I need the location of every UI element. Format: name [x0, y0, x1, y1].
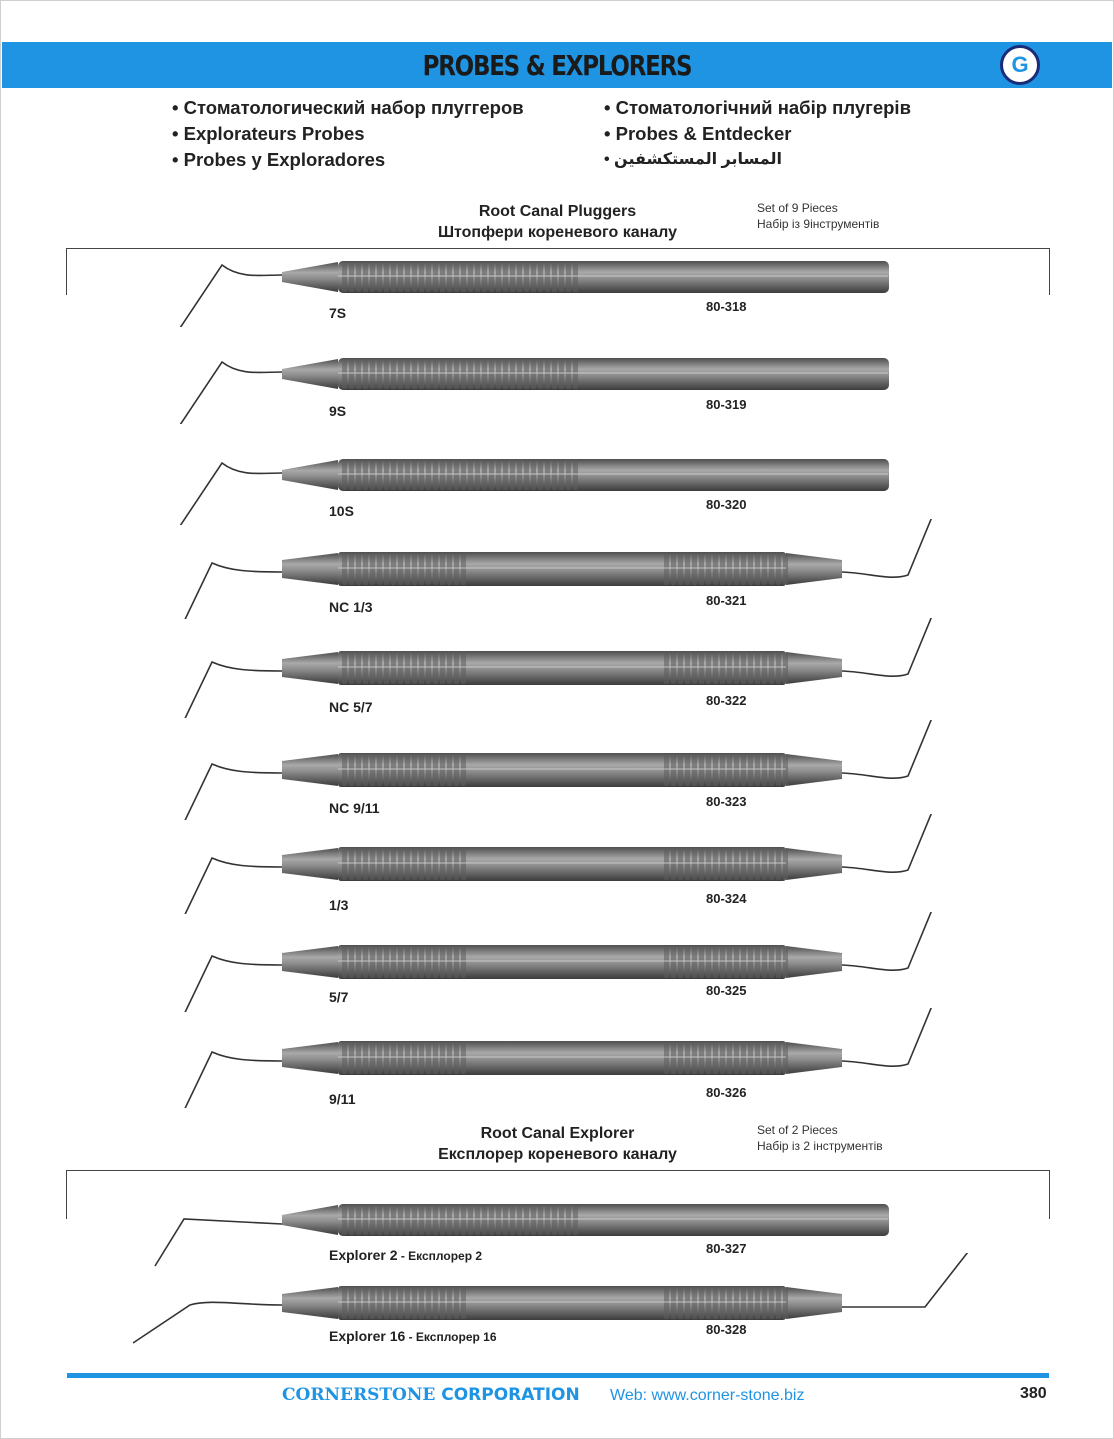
instrument-80-321: [0, 519, 1114, 619]
instrument-label: [329, 699, 373, 715]
subtitle-item: • Probes & Entdecker: [604, 123, 792, 144]
section-title-explorer: [400, 1123, 715, 1165]
page-title: PROBES & EXPLORERS: [422, 49, 692, 82]
instrument-name: 9S: [329, 403, 347, 419]
set-note-uk: Набір із 2 інструментів: [757, 1139, 883, 1153]
catalog-code: 80-327: [706, 1241, 747, 1256]
set-note-en: Set of 2 Pieces: [757, 1123, 838, 1137]
instrument-name: NC 9/11: [329, 800, 380, 816]
instrument-label: [329, 989, 348, 1005]
instrument-80-325: [0, 912, 1114, 1012]
catalog-code: 80-328: [706, 1322, 747, 1337]
instrument-name: NC 1/3: [329, 599, 373, 615]
catalog-code: 80-323: [706, 794, 747, 809]
instrument-80-319: [0, 324, 1114, 424]
instrument-80-328: [0, 1253, 1114, 1353]
instrument-drawing: [0, 324, 1114, 424]
instrument-80-322: [0, 618, 1114, 718]
catalog-code: 80-319: [706, 397, 747, 412]
instrument-name: 9/11: [329, 1091, 356, 1107]
working-tip: [162, 463, 282, 525]
subtitle-item: • Стоматологічний набір плугерів: [604, 97, 911, 118]
subtitle-list-right: [604, 95, 911, 173]
instrument-label: [329, 1091, 355, 1107]
set-note-uk: Набір із 9інструментів: [757, 217, 880, 231]
instrument-name: 5/7: [329, 989, 349, 1005]
instrument-drawing: [0, 1253, 1114, 1353]
instrument-drawing: [0, 1008, 1114, 1108]
instrument-label: [329, 305, 346, 321]
section-title-uk: Експлорер кореневого каналу: [438, 1146, 677, 1163]
working-tip-right: [842, 912, 946, 970]
instrument-name: 7S: [329, 305, 347, 321]
working-tip-left: [168, 764, 282, 820]
working-tip: [162, 265, 282, 327]
section-title-uk: Штопфери кореневого каналу: [437, 224, 678, 241]
section-title-en: Root Canal Explorer: [480, 1125, 635, 1142]
catalog-code: 80-320: [706, 497, 747, 512]
catalog-code: 80-325: [706, 983, 747, 998]
instrument-name: 1/3: [329, 897, 349, 913]
subtitle-item: • المسابر المستكشفين: [604, 151, 783, 168]
instrument-name-uk: - Експлорер 16: [405, 1330, 497, 1344]
catalog-code: 80-326: [706, 1085, 747, 1100]
instrument-80-323: [0, 720, 1114, 820]
working-tip-left: [168, 858, 282, 914]
footer-rule: [67, 1373, 1049, 1378]
working-tip-right: [842, 1253, 975, 1307]
instrument-name: Explorer 2: [329, 1247, 398, 1263]
footer-brand: [282, 1385, 580, 1405]
subtitle-list-left: [172, 95, 524, 173]
instrument-80-326: [0, 1008, 1114, 1108]
catalog-code: 80-324: [706, 891, 747, 906]
instrument-drawing: [0, 720, 1114, 820]
page-number: 380: [1020, 1385, 1047, 1402]
instrument-80-320: [0, 425, 1114, 525]
working-tip-left: [168, 563, 282, 619]
subtitle-item: • Explorateurs Probes: [172, 123, 365, 144]
cornerstone-logo-icon: G: [1000, 45, 1040, 85]
working-tip-left: [133, 1302, 282, 1343]
brand-name: CORNERSTONE: [282, 1385, 436, 1405]
instrument-drawing: [0, 519, 1114, 619]
instrument-name-uk: - Експлорер 2: [397, 1249, 483, 1263]
instrument-name: Explorer 16: [329, 1328, 406, 1344]
working-tip-left: [168, 662, 282, 718]
instrument-name: 10S: [329, 503, 354, 519]
working-tip-left: [168, 956, 282, 1012]
catalog-code: 80-321: [706, 593, 747, 608]
footer-web-link[interactable]: Web: www.corner-stone.biz: [610, 1387, 805, 1404]
instrument-label: [329, 403, 346, 419]
working-tip-right: [842, 720, 946, 778]
instrument-name: NC 5/7: [329, 699, 373, 715]
working-tip: [162, 362, 282, 424]
subtitle-item: • Стоматологический набор плуггеров: [172, 97, 524, 118]
working-tip-right: [842, 618, 946, 676]
brand-suffix: CORPORATION: [441, 1385, 580, 1405]
section-title-en: Root Canal Pluggers: [478, 203, 637, 220]
instrument-label: [329, 503, 354, 519]
instrument-drawing: [0, 425, 1114, 525]
working-tip-right: [842, 1008, 946, 1066]
catalog-code: 80-322: [706, 693, 747, 708]
instrument-label: [329, 1328, 497, 1344]
instrument-80-324: [0, 814, 1114, 914]
instrument-drawing: [0, 814, 1114, 914]
set-note-explorer: [757, 1122, 883, 1154]
instrument-drawing: [0, 618, 1114, 718]
catalog-code: 80-318: [706, 299, 747, 314]
instrument-label: [329, 897, 348, 913]
working-tip-right: [842, 519, 946, 577]
working-tip-left: [168, 1052, 282, 1108]
working-tip-right: [842, 814, 946, 872]
set-note-en: Set of 9 Pieces: [757, 201, 838, 215]
instrument-80-318: [0, 227, 1114, 327]
instrument-drawing: [0, 227, 1114, 327]
instrument-label: [329, 599, 373, 615]
instrument-drawing: [0, 912, 1114, 1012]
subtitle-item: • Probes y Exploradores: [172, 149, 386, 170]
